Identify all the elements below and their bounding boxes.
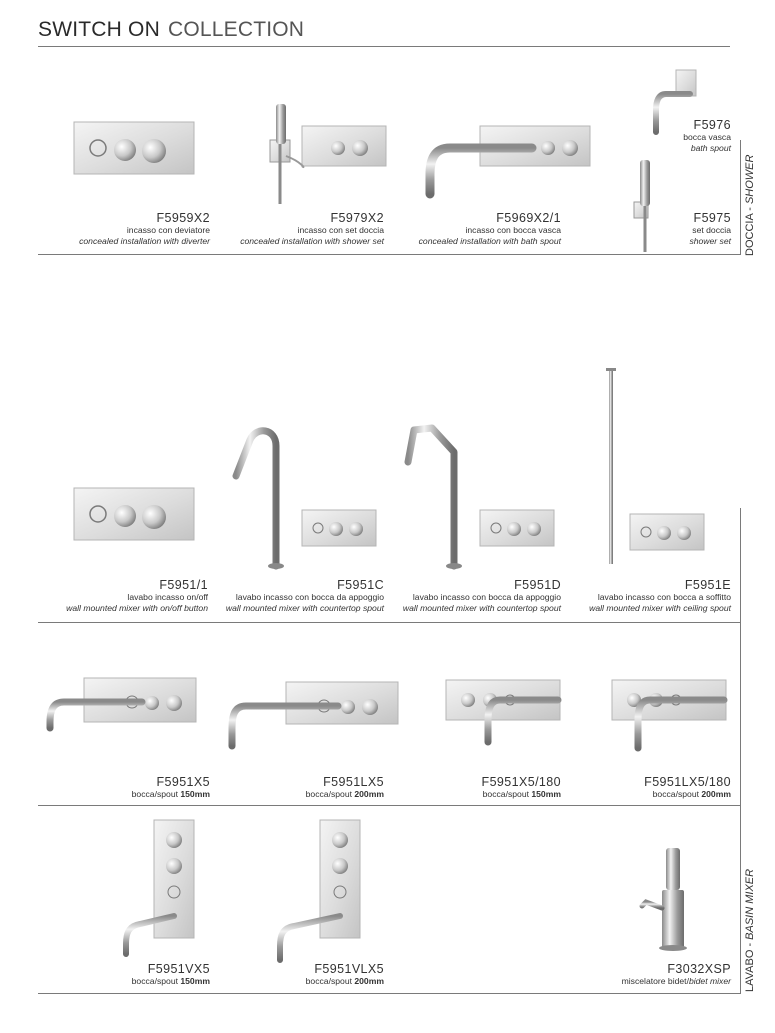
spout-length: bocca/spout 200mm xyxy=(305,976,384,986)
basin-section-divider xyxy=(38,993,740,994)
f5959x2-image xyxy=(74,122,194,174)
product-desc-it: lavabo incasso con bocca da appoggio xyxy=(412,592,561,602)
product-f3032xsp xyxy=(622,962,731,987)
f5969x2-image xyxy=(420,126,592,198)
spout-length: bocca/spout 150mm xyxy=(131,976,210,986)
product-desc-it: lavabo incasso con bocca a soffitto xyxy=(597,592,731,602)
f5951x5-image xyxy=(44,678,200,754)
product-desc-it: incasso con deviatore xyxy=(126,225,210,235)
product-code: F3032XSP xyxy=(667,962,731,976)
spout-length: bocca/spout 200mm xyxy=(305,789,384,799)
f5951vx5-image xyxy=(120,820,196,960)
f5951d-image xyxy=(402,422,562,570)
product-desc-it: lavabo incasso on/off xyxy=(127,592,208,602)
product-desc-en: bath spout xyxy=(690,142,731,153)
spout-length: bocca/spout 150mm xyxy=(131,789,210,799)
product-f5951lx5 xyxy=(306,775,384,800)
product-code: F5969X2/1 xyxy=(496,211,561,225)
product-f5959x2 xyxy=(79,211,210,246)
product-f5951-1 xyxy=(66,578,208,613)
product-f5951x5 xyxy=(132,775,210,800)
product-code: F5951D xyxy=(514,578,561,592)
product-code: F5951C xyxy=(337,578,384,592)
basin-row2-divider xyxy=(38,805,740,806)
f5951-1-image xyxy=(74,488,194,540)
product-desc-en: wall mounted mixer with on/off button xyxy=(66,602,208,613)
product-desc-en: shower set xyxy=(689,235,731,246)
product-code: F5951LX5/180 xyxy=(644,775,731,789)
f5951c-image xyxy=(232,424,382,570)
product-code: F5951E xyxy=(684,578,731,592)
basin-section-label: LAVABO - BASIN MIXER xyxy=(744,868,756,992)
product-desc: miscelatore bidet/bidet mixer xyxy=(621,976,731,986)
product-f5951e xyxy=(589,578,731,613)
product-f5969x2 xyxy=(419,211,561,246)
product-desc-it: lavabo incasso con bocca da appoggio xyxy=(235,592,384,602)
product-desc-en: concealed installation with bath spout xyxy=(418,235,561,246)
f5951x5-180-image xyxy=(446,680,564,748)
product-f5975 xyxy=(689,211,731,246)
f5951e-image xyxy=(600,368,712,568)
basin-side-rule xyxy=(740,508,741,994)
shower-side-rule xyxy=(740,140,741,255)
f5951lx5-image xyxy=(224,680,400,756)
title-bold: SWITCH ON xyxy=(38,18,160,41)
page-title xyxy=(38,18,304,42)
product-f5979x2 xyxy=(240,211,384,246)
title-divider xyxy=(38,46,730,47)
product-code: F5975 xyxy=(693,211,731,225)
product-desc-en: wall mounted mixer with ceiling spout xyxy=(589,602,731,613)
f5951vlx5-image xyxy=(272,820,368,966)
basin-row1-divider xyxy=(38,622,740,623)
product-code: F5951X5/180 xyxy=(481,775,561,789)
product-code: F5951VX5 xyxy=(147,962,210,976)
shower-section-label: DOCCIA - SHOWER xyxy=(744,154,756,256)
product-desc-en: concealed installation with diverter xyxy=(79,235,210,246)
product-code: F5951VLX5 xyxy=(314,962,384,976)
f5951lx5-180-image xyxy=(612,680,730,754)
product-desc-it: incasso con bocca vasca xyxy=(465,225,561,235)
product-code: F5959X2 xyxy=(156,211,210,225)
product-code: F5951X5 xyxy=(156,775,210,789)
product-f5951x5-180 xyxy=(482,775,561,800)
product-f5951lx5-180 xyxy=(644,775,731,800)
product-desc-en: concealed installation with shower set xyxy=(240,235,384,246)
f5979x2-image xyxy=(262,100,392,210)
product-desc-en: wall mounted mixer with countertop spout xyxy=(225,602,384,613)
product-f5951vlx5 xyxy=(306,962,384,987)
product-f5951c xyxy=(226,578,384,613)
product-desc-en: wall mounted mixer with countertop spout xyxy=(402,602,561,613)
spout-length: bocca/spout 200mm xyxy=(652,789,731,799)
product-f5976 xyxy=(683,118,731,153)
product-f5951vx5 xyxy=(132,962,210,987)
spout-length: bocca/spout 150mm xyxy=(482,789,561,799)
product-code: F5951/1 xyxy=(159,578,208,592)
product-f5951d xyxy=(403,578,561,613)
product-desc-it: incasso con set doccia xyxy=(297,225,384,235)
f3032xsp-image xyxy=(636,846,698,954)
f5975-image xyxy=(628,158,678,256)
product-desc-it: set doccia xyxy=(692,225,731,235)
product-code: F5976 xyxy=(693,118,731,132)
product-code: F5979X2 xyxy=(330,211,384,225)
product-code: F5951LX5 xyxy=(323,775,384,789)
title-light: COLLECTION xyxy=(167,18,305,41)
product-desc-it: bocca vasca xyxy=(683,132,731,142)
